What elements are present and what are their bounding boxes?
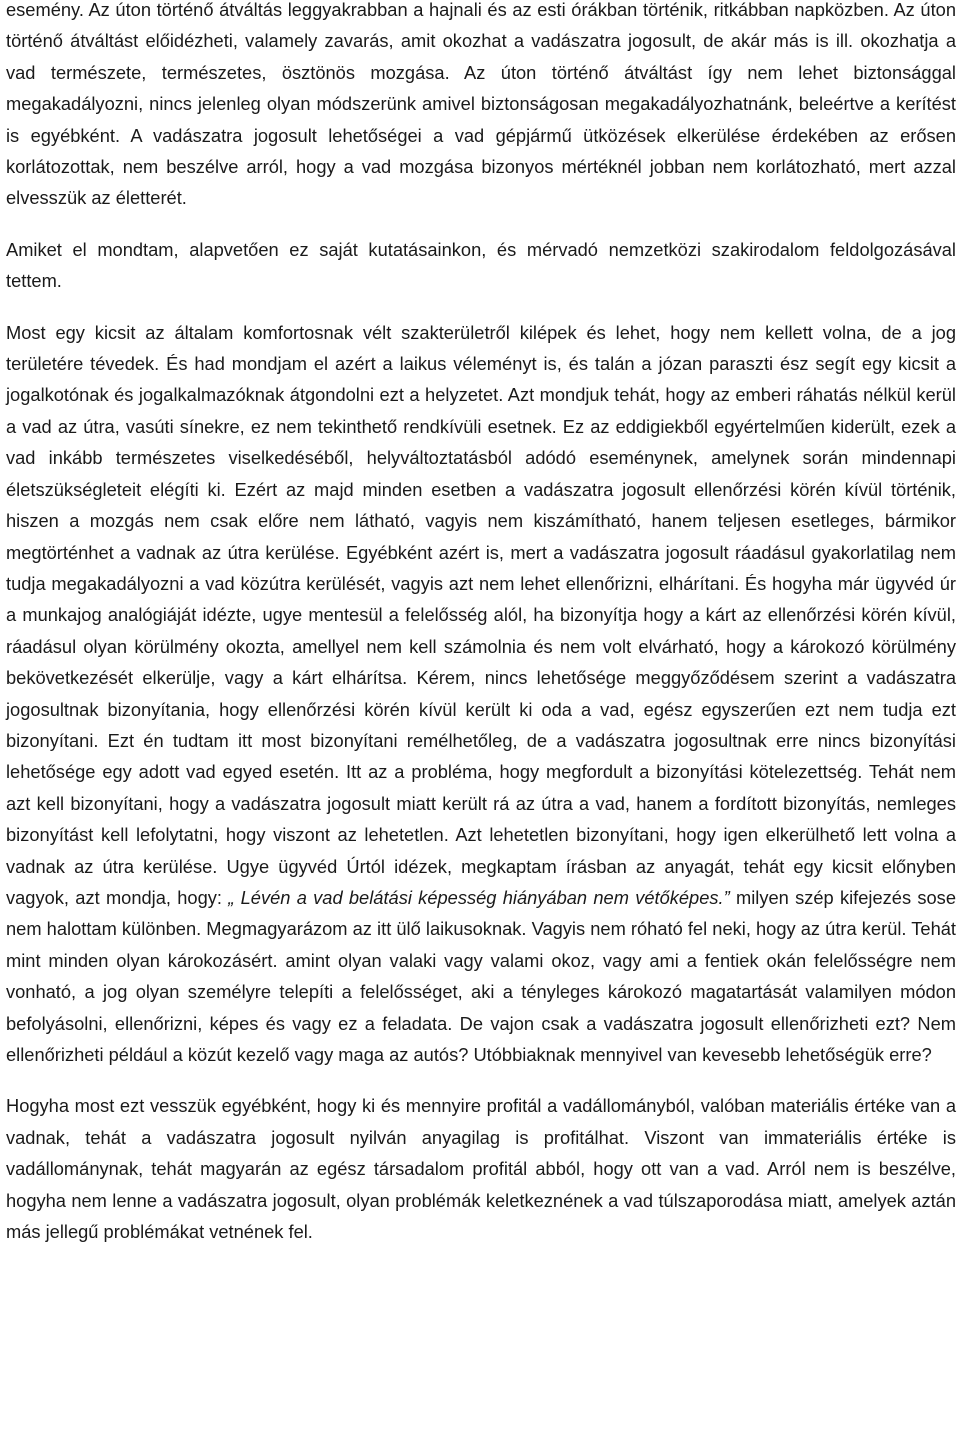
paragraph-3-text-end: milyen szép kifejezés sose nem halottam különben. Megmagyarázom az itt ülő laikusoknak. Vagyis nem róható fel neki, hogy az útra kerül. Tehát mint minden olyan károkozásért. amint olyan valaki vagy valami okoz, vagy ami a fentiek okán felelősségre nem vonható, a jog olyan személyre telepíti a felelősséget, aki a tényleges károkozó magatartását valamilyen módon befolyásolni, ellenőrizni, képes és vagy ez a feladata. De vajon csak a vadászatra jogosult ellenőrizheti ezt? Nem ellenőrizheti például a közút kezelő vagy maga az autós? Utóbbiaknak mennyivel van kevesebb lehetőségük erre? (6, 886, 956, 1065)
paragraph-3 (6, 317, 956, 1071)
paragraph-4: Hogyha most ezt vesszük egyébként, hogy ki és mennyire profitál a vadállományból, valóban materiális értéke van a vadnak, tehát a vadászatra jogosult nyilván anyagilag is profitálhat. Viszont van immateriális értéke is vadállománynak, tehát magyarán az egész társadalom profitál abból, hogy ott van a vad. Arról nem is beszélve, hogyha nem lenne a vadászatra jogosult, olyan problémák keletkeznének a vad túlszaporodása miatt, amelyek aztán más jellegű problémákat vetnének fel. (6, 1095, 956, 1243)
paragraph-1: esemény. Az úton történő átváltás leggyakrabban a hajnali és az esti órákban történik, ritkábban napközben. Az úton történő átváltást előidézheti, valamely zavarás, amit okozhat a vadászatra jogosult, de akár más is ill. okozhatja a vad természete, természetes, ösztönös mozgása. Az úton történő átváltást így nem lehet biztonsággal megakadályozni, nincs jelenleg olyan módszerünk amivel biztonságosan megakadályozhatnánk, beleértve a kerítést is egyébként. A vadászatra jogosult lehetőségei a vad gépjármű ütközések elkerülése érdekében az erősen korlátozottak, nem beszélve arról, hogy a vad mozgása bizonyos mértéknél jobban nem korlátozható, mert azzal elvesszük az életterét. (6, 0, 956, 209)
paragraph-3-text-start: Most egy kicsit az általam komfortosnak vélt szakterületről kilépek és lehet, hogy nem kellett volna, de a jog területére tévedek. És had mondjam el azért a laikus véleményt is, és talán a józan paraszti ész segít egy kicsit a jogalkotónak és jogalkalmazóknak átgondolni ezt a helyzetet. Azt mondjuk tehát, hogy az emberi ráhatás nélkül kerül a vad az útra, vasúti sínekre, ez nem tekinthető rendkívüli esetnek. Ez az eddigiekből egyértelműen kiderült, ezek a vad inkább természetes viselkedéséből, helyváltoztatásból adódó eseménynek, amelynek során mindennapi életszükségleteit elégíti ki. Ezért az majd minden esetben a vadászatra jogosult ellenőrzési körén kívül történik, hiszen a mozgás nem csak előre nem látható, vagyis nem kiszámítható, hanem teljesen esetleges, bármikor megtörténhet a vadnak az útra kerülése. Egyébként azért is, mert a vadászatra jogosult ráadásul gyakorlatilag nem tudja megakadályozni a vad közútra kerülését, vagyis azt nem lehet ellenőrizni, elhárítani. És hogyha már ügyvéd úr a munkajog analógiáját idézte, ugye mentesül a felelősség alól, ha bizonyítja hogy a kárt az ellenőrzési körén kívül, ráadásul olyan körülmény okozta, amellyel nem kell számolnia és nem volt elvárható, hogy a károkozó körülmény bekövetkezését elkerülje, vagy a kárt elhárítsa. Kérem, nincs lehetősége meggyőződésem szerint a vadászatra jogosultnak bizonyítania, hogy ellenőrzési körén kívül került ki oda a vad, egész egyszerűen ezt nem tudja ezt bizonyítani. Ezt én tudtam itt most bizonyítani remélhetőleg, de a vadászatra jogosultnak erre nincs bizonyítási lehetősége egy adott vad egyed esetén. Itt az a probléma, hogy megfordult a bizonyítási kötelezettség. Tehát nem azt kell bizonyítani, hogy a vadászatra jogosult miatt került rá az útra a vad, hanem a fordított bizonyítás, nemleges bizonyítást kell lefolytatni, hogy viszont az lehetetlen. Azt lehetetlen bizonyítani, hogy igen elkerülhető lett volna a vadnak az útra kerülése. Ugye ügyvéd Úrtól idézek, megkaptam írásban az anyagát, tehát egy kicsit előnyben vagyok, azt mondja, hogy: (6, 321, 956, 908)
quoted-text: „ Lévén a vad belátási képesség hiányában nem vétőképes.” (228, 886, 730, 908)
paragraph-2: Amiket el mondtam, alapvetően ez saját kutatásainkon, és mérvadó nemzetközi szakirodalom feldolgozásával tettem. (6, 238, 956, 292)
document-page (6, 0, 956, 1267)
